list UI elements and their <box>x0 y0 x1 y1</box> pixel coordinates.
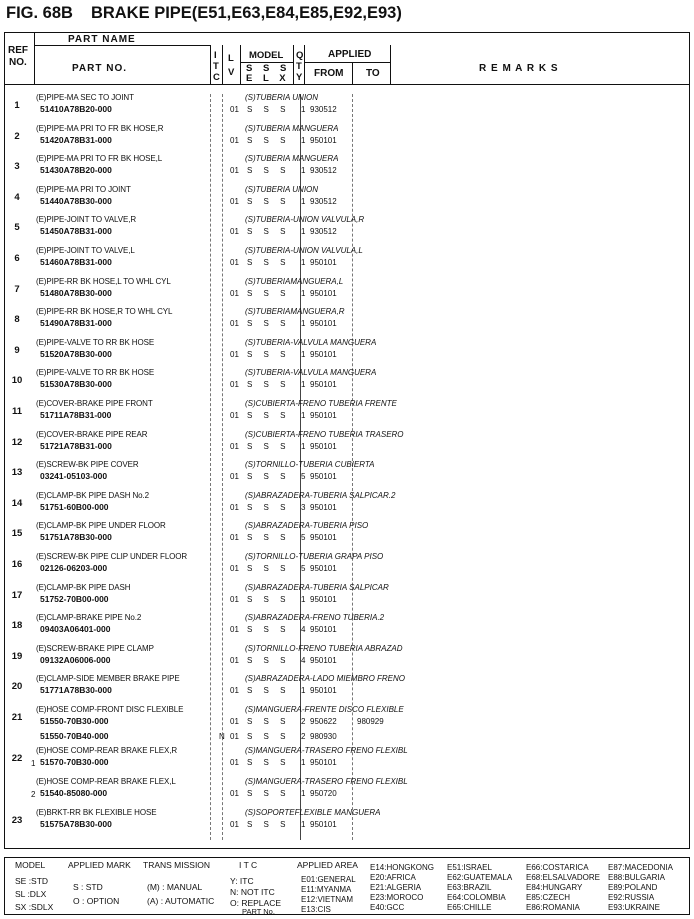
remark-text: (S)ABRAZADERA-TUBERIA PISO <box>245 521 369 531</box>
remark-text: (S)SOPORTEFLEXIBLE MANGUERA <box>245 807 381 817</box>
level: 01 <box>230 258 239 267</box>
ref-number: 13 <box>11 467 23 479</box>
col-sep-partno <box>210 45 211 84</box>
remark-text: (S)ABRAZADERA-LADO MIEMBRO FRENO <box>245 674 406 684</box>
col-sep-lv <box>240 45 241 84</box>
part-number: 51460A78B31-000 <box>40 257 112 267</box>
legend-area-item: E12:VIETNAM <box>301 895 354 904</box>
part-name: (E)CLAMP-SIDE MEMBER BRAKE PIPE <box>36 674 180 684</box>
legend-area-item: E23:MOROCO <box>370 893 424 902</box>
model-codes: S S S <box>247 655 290 665</box>
itc-code-alt: N <box>219 732 225 741</box>
model-codes: S S S <box>247 105 290 114</box>
applied-from: 950101 <box>310 135 337 145</box>
part-name: (E)PIPE-JOINT TO VALVE,R <box>36 215 136 225</box>
part-number: 51751-60B00-000 <box>40 501 109 512</box>
part-number: 51530A78B30-000 <box>40 379 112 390</box>
table-row <box>4 644 690 675</box>
part-name: (E)SCREW-BK PIPE CLIP UNDER FLOOR <box>36 552 188 561</box>
legend-area-item: E86:ROMANIA <box>526 903 580 912</box>
lv-header-v: V <box>228 67 235 78</box>
level: 01 <box>230 758 239 768</box>
applied-from: 950101 <box>310 319 337 329</box>
legend-trans-manual: (M) : MANUAL <box>147 882 203 892</box>
model-codes: S S S <box>247 411 290 420</box>
remark-text: (S)TORNILLO-FRENO TUBERIA ABRAZAD <box>245 643 403 653</box>
model-codes: S S S <box>247 135 290 145</box>
remark-text: (S)MANGUERA-TRASERO FRENO FLEXIBL <box>245 776 408 786</box>
legend-area-item: E65:CHILLE <box>447 903 492 912</box>
col-sep-qty <box>304 45 305 84</box>
col-sep-applied <box>390 45 391 84</box>
quantity: 5 <box>301 564 306 573</box>
ref-no-header: NO. <box>9 57 27 68</box>
from-header: FROM <box>314 68 344 79</box>
quantity: 1 <box>301 196 306 206</box>
part-number: 51752-70B00-000 <box>40 593 109 604</box>
legend-area-header: APPLIED AREA <box>297 860 358 870</box>
legend-area-item: E66:COSTARICA <box>526 863 589 872</box>
quantity: 1 <box>301 166 306 176</box>
col-sep-from <box>352 62 353 84</box>
part-number: 51450A78B31-000 <box>40 226 112 237</box>
lv-header-l: L <box>228 53 234 64</box>
part-name: (E)PIPE-JOINT TO VALVE,L <box>36 246 135 255</box>
part-name: (E)COVER-BRAKE PIPE FRONT <box>36 399 153 408</box>
model-codes: S S S <box>247 441 290 451</box>
legend-area-item: E13:CIS <box>301 905 331 914</box>
quantity: 1 <box>301 594 306 604</box>
part-number: 02126-06203-000 <box>40 563 108 573</box>
model-codes: S S S <box>247 819 290 829</box>
remark-text: (S)ABRAZADERA-FRENO TUBERIA.2 <box>245 613 385 623</box>
table-row <box>4 613 690 644</box>
part-name: (E)PIPE-RR BK HOSE,R TO WHL CYL <box>36 307 173 317</box>
applied-from-alt: 980930 <box>310 732 337 741</box>
legend-area-item: E85:CZECH <box>526 893 571 902</box>
model-codes: S S S <box>247 288 290 298</box>
applied-from: 950101 <box>310 258 337 267</box>
part-number: 51420A78B31-000 <box>40 134 112 145</box>
legend-area-item: E62:GUATEMALA <box>447 873 513 882</box>
ref-number: 19 <box>11 650 23 662</box>
remark-text: (S)TUBERIAMANGUERA,L <box>245 276 344 286</box>
table-row <box>4 307 690 338</box>
remark-text: (S)TUBERIA MANGUERA <box>245 154 339 164</box>
level-alt: 01 <box>230 732 239 741</box>
part-name: (E)HOSE COMP-REAR BRAKE FLEX,L <box>36 776 176 786</box>
model-codes: S S S <box>247 196 290 206</box>
itc-header-t: T <box>213 61 219 72</box>
level: 01 <box>230 625 239 635</box>
qty-header-q: Q <box>296 50 304 61</box>
model-codes: S S S <box>247 502 290 512</box>
part-number: 51480A78B30-000 <box>40 287 112 298</box>
part-number: 51711A78B31-000 <box>40 410 112 420</box>
level: 01 <box>230 196 239 206</box>
table-row <box>4 808 690 839</box>
quantity: 2 <box>301 717 306 726</box>
level: 01 <box>230 380 239 390</box>
part-name: (E)BRKT-RR BK FLEXIBLE HOSE <box>36 807 157 817</box>
part-name: (E)CLAMP-BK PIPE DASH <box>36 582 131 592</box>
part-name: (E)PIPE-MA SEC TO JOINT <box>36 93 134 102</box>
quantity: 1 <box>301 227 306 237</box>
table-row <box>4 277 690 308</box>
applied-from: 950101 <box>310 288 337 298</box>
ref-number: 9 <box>14 344 20 356</box>
part-name: (E)PIPE-VALVE TO RR BK HOSE <box>36 368 155 378</box>
legend-model-header: MODEL <box>15 860 46 870</box>
qty-header-t: T <box>296 61 302 72</box>
model-codes-alt: S S S <box>247 732 290 741</box>
quantity: 1 <box>301 319 306 329</box>
table-row <box>4 521 690 552</box>
part-number: 51771A78B30-000 <box>40 685 112 696</box>
ref-number: 22 <box>11 753 23 765</box>
applied-from: 950101 <box>310 441 337 451</box>
table-row <box>4 154 690 185</box>
col-sep-ref <box>34 32 35 84</box>
level: 01 <box>230 349 239 359</box>
ref-number: 5 <box>14 222 20 234</box>
model-codes: S S S <box>247 594 290 604</box>
applied-from: 950101 <box>310 380 337 390</box>
ref-number: 23 <box>11 814 23 826</box>
applied-from: 950101 <box>310 594 337 604</box>
quantity: 1 <box>301 411 306 420</box>
part-name: (E)PIPE-RR BK HOSE,L TO WHL CYL <box>36 276 171 286</box>
table-row <box>4 491 690 522</box>
table-row <box>4 583 690 614</box>
level: 01 <box>230 319 239 329</box>
qty-header-y: Y <box>296 72 303 83</box>
level: 01 <box>230 166 239 176</box>
legend-itc-o: O: REPLACE <box>230 898 282 908</box>
remark-text: (S)TUBERIA-UNION VALVULA,L <box>245 246 363 255</box>
legend-area-item: E40:GCC <box>370 903 405 912</box>
level: 01 <box>230 655 239 665</box>
applied-header: APPLIED <box>328 49 372 60</box>
part-number: 09403A06401-000 <box>40 624 111 635</box>
part-number: 51721A78B31-000 <box>40 440 112 451</box>
quantity-alt: 2 <box>301 732 306 741</box>
applied-from: 950720 <box>310 788 337 798</box>
level: 01 <box>230 594 239 604</box>
ref-number: 15 <box>11 528 23 540</box>
level: 01 <box>230 288 239 298</box>
ref-number: 18 <box>11 620 23 632</box>
quantity: 5 <box>301 472 306 482</box>
applied-rule <box>304 62 390 63</box>
applied-from: 950101 <box>310 625 337 635</box>
legend-area-item: E88:BULGARIA <box>608 873 665 882</box>
part-name-header: PART NAME <box>68 34 136 45</box>
part-number: 51490A78B31-000 <box>40 318 112 329</box>
remark-text: (S)TORNILLO-TUBERIA GRAPA PISO <box>245 552 384 561</box>
sub-number: 1 <box>31 759 36 769</box>
remark-text: (S)ABRAZADERA-TUBERIA SALPICAR <box>245 582 389 592</box>
legend-transmission-header: TRANS MISSION <box>143 860 211 870</box>
model-codes: S S S <box>247 564 290 573</box>
quantity: 3 <box>301 502 306 512</box>
remark-text: (S)CUBIERTA-FRENO TUBERIA TRASERO <box>245 429 404 439</box>
table-row <box>4 746 690 777</box>
applied-from: 950101 <box>310 502 337 512</box>
level: 01 <box>230 717 239 726</box>
model-codes: S S S <box>247 319 290 329</box>
col-sep-itc <box>222 45 223 84</box>
table-row <box>4 93 690 124</box>
table-row <box>4 777 690 808</box>
sub-number: 2 <box>31 789 36 799</box>
applied-from: 930512 <box>310 196 337 206</box>
figure-number: FIG. 68B <box>6 4 73 22</box>
legend-itc-header: I T C <box>239 860 258 870</box>
page-title <box>6 4 402 23</box>
part-number: 51440A78B30-000 <box>40 195 112 206</box>
level: 01 <box>230 227 239 237</box>
part-name: (E)HOSE COMP-FRONT DISC FLEXIBLE <box>36 705 184 714</box>
applied-from: 950101 <box>310 819 337 829</box>
legend-area-item: E64:COLOMBIA <box>447 893 506 902</box>
legend-area-item: E89:POLAND <box>608 883 658 892</box>
ref-number: 6 <box>14 253 20 264</box>
quantity: 1 <box>301 686 306 696</box>
part-name: (E)CLAMP-BK PIPE DASH No.2 <box>36 490 149 500</box>
quantity: 1 <box>301 288 306 298</box>
model-header-row2: E L X <box>246 73 290 84</box>
ref-number: 21 <box>11 712 23 723</box>
legend-model-sl: SL :DLX <box>15 889 47 899</box>
remark-text: (S)TUBERIA MANGUERA <box>245 123 339 133</box>
part-name: (E)PIPE-MA PRI TO FR BK HOSE,L <box>36 154 163 164</box>
ref-number: 4 <box>14 191 20 203</box>
part-name: (E)COVER-BRAKE PIPE REAR <box>36 429 148 439</box>
level: 01 <box>230 533 239 543</box>
table-row <box>4 338 690 369</box>
remark-text: (S)MANGUERA-TRASERO FRENO FLEXIBL <box>245 746 408 756</box>
table-row <box>4 185 690 216</box>
table-row <box>4 674 690 705</box>
part-number: 51751A78B30-000 <box>40 532 112 543</box>
applied-to: 980929 <box>357 717 384 726</box>
legend-area-item: E01:GENERAL <box>301 875 356 884</box>
ref-number: 11 <box>11 406 23 417</box>
level: 01 <box>230 564 239 573</box>
ref-number: 2 <box>14 130 20 142</box>
table-row <box>4 399 690 430</box>
part-name: (E)SCREW-BRAKE PIPE CLAMP <box>36 643 154 653</box>
part-number: 51430A78B20-000 <box>40 165 112 176</box>
model-header: MODEL <box>249 50 284 61</box>
level: 01 <box>230 686 239 696</box>
part-name: (E)PIPE-MA PRI TO JOINT <box>36 184 131 194</box>
applied-from: 950101 <box>310 655 337 665</box>
legend-itc-partno: PART No. <box>242 907 275 916</box>
level: 01 <box>230 788 239 798</box>
level: 01 <box>230 502 239 512</box>
ref-number: 10 <box>11 375 23 387</box>
legend-area-item: E14:HONGKONG <box>370 863 435 872</box>
level: 01 <box>230 105 239 114</box>
table-row <box>4 430 690 461</box>
remarks-header: R E M A R K S <box>479 63 559 74</box>
table-row <box>4 124 690 155</box>
applied-from: 930512 <box>310 105 337 114</box>
level: 01 <box>230 135 239 145</box>
remark-text: (S)TUBERIAMANGUERA,R <box>245 307 345 317</box>
ref-number: 7 <box>14 283 20 295</box>
applied-from: 930512 <box>310 166 337 176</box>
model-codes: S S S <box>247 166 290 176</box>
legend-mark-std: S : STD <box>73 882 103 892</box>
part-number: 51410A78B20-000 <box>40 104 112 114</box>
table-row <box>4 460 690 491</box>
quantity: 1 <box>301 380 306 390</box>
remark-text: (S)TUBERIA-UNION VALVULA,R <box>245 215 365 225</box>
quantity: 1 <box>301 758 306 768</box>
remark-text: (S)TUBERIA-VALVULA MANGUERA <box>245 368 377 378</box>
part-name: (E)CLAMP-BRAKE PIPE No.2 <box>36 613 142 623</box>
legend-model-se: SE :STD <box>15 876 49 886</box>
level: 01 <box>230 441 239 451</box>
ref-number: 16 <box>11 559 23 570</box>
quantity: 1 <box>301 441 306 451</box>
applied-from: 950622 <box>310 717 337 726</box>
model-codes: S S S <box>247 717 290 726</box>
model-codes: S S S <box>247 349 290 359</box>
part-number: 51540-85080-000 <box>40 787 108 798</box>
applied-from: 950101 <box>310 411 337 420</box>
applied-from: 950101 <box>310 533 337 543</box>
itc-header-c: C <box>213 72 220 83</box>
part-name: (E)HOSE COMP-REAR BRAKE FLEX,R <box>36 746 178 756</box>
figure-title: BRAKE PIPE(E51,E63,E84,E85,E92,E93) <box>90 4 402 22</box>
remark-text: (S)ABRAZADERA-TUBERIA SALPICAR.2 <box>245 490 396 500</box>
legend-applied-mark-header: APPLIED MARK <box>68 860 131 870</box>
remark-text: (S)CUBIERTA-FRENO TUBERIA FRENTE <box>245 399 397 408</box>
header-bottom-rule <box>4 84 690 85</box>
legend-model-sx: SX :SDLX <box>15 902 54 912</box>
applied-from: 950101 <box>310 349 337 359</box>
model-codes: S S S <box>247 380 290 390</box>
ref-number: 14 <box>11 497 23 509</box>
legend-area-item: E92:RUSSIA <box>608 893 655 902</box>
legend-area-item: E84:HUNGARY <box>526 883 583 892</box>
quantity: 1 <box>301 788 306 798</box>
model-codes: S S S <box>247 472 290 482</box>
ref-number: 1 <box>14 100 20 111</box>
applied-from: 930512 <box>310 227 337 237</box>
part-name: (E)CLAMP-BK PIPE UNDER FLOOR <box>36 521 166 531</box>
itc-header-i: I <box>214 50 217 61</box>
table-row <box>4 552 690 583</box>
part-number: 51575A78B30-000 <box>40 818 112 829</box>
ref-number: 17 <box>11 589 23 601</box>
legend-area-item: E63:BRAZIL <box>447 883 492 892</box>
legend-area-item: E51:ISRAEL <box>447 863 492 872</box>
applied-from: 950101 <box>310 758 337 768</box>
quantity: 1 <box>301 819 306 829</box>
level: 01 <box>230 472 239 482</box>
model-header-row1: S S S <box>246 63 291 74</box>
applied-from: 950101 <box>310 472 337 482</box>
table-row <box>4 215 690 246</box>
quantity: 4 <box>301 625 306 635</box>
to-header: TO <box>366 68 380 79</box>
table-row <box>4 705 690 741</box>
quantity: 4 <box>301 655 306 665</box>
part-no-header: PART NO. <box>72 63 128 74</box>
ref-header: REF <box>8 45 28 56</box>
legend-area-item: E68:ELSALVADORE <box>526 873 600 882</box>
ref-number: 12 <box>11 436 23 448</box>
part-number: 51550-70B30-000 <box>40 716 109 726</box>
part-name-rule <box>34 45 210 46</box>
legend-area-item: E93:UKRAINE <box>608 903 661 912</box>
quantity: 1 <box>301 258 306 267</box>
legend-itc-y: Y: ITC <box>230 876 254 886</box>
ref-number: 3 <box>14 161 20 173</box>
table-row <box>4 246 690 277</box>
part-name: (E)PIPE-VALVE TO RR BK HOSE <box>36 337 155 347</box>
model-codes: S S S <box>247 533 290 543</box>
legend-box <box>4 857 690 915</box>
legend-area-item: E87:MACEDONIA <box>608 863 673 872</box>
model-codes: S S S <box>247 788 290 798</box>
part-number: 09132A06006-000 <box>40 654 111 665</box>
model-codes: S S S <box>247 227 290 237</box>
remark-text: (S)MANGUERA-FRENTE DISCO FLEXIBLE <box>245 705 404 714</box>
level: 01 <box>230 819 239 829</box>
legend-area-item: E20:AFRICA <box>370 873 416 882</box>
part-number: 51570-70B30-000 <box>40 757 109 768</box>
model-codes: S S S <box>247 625 290 635</box>
remark-text: (S)TORNILLO-TUBERIA CUBIERTA <box>245 460 375 470</box>
applied-from: 950101 <box>310 564 337 573</box>
legend-trans-automatic: (A) : AUTOMATIC <box>147 896 215 906</box>
model-codes: S S S <box>247 686 290 696</box>
applied-from: 950101 <box>310 686 337 696</box>
quantity: 1 <box>301 135 306 145</box>
level: 01 <box>230 411 239 420</box>
legend-mark-option: O : OPTION <box>73 896 120 906</box>
quantity: 1 <box>301 105 306 114</box>
remark-text: (S)TUBERIA-VALVULA MANGUERA <box>245 337 377 347</box>
part-name: (E)PIPE-MA PRI TO FR BK HOSE,R <box>36 123 164 133</box>
part-number-alt: 51550-70B40-000 <box>40 731 109 741</box>
ref-number: 8 <box>14 314 20 326</box>
legend-itc-n: N: NOT ITC <box>230 887 275 897</box>
remark-text: (S)TUBERIA UNION <box>245 93 319 102</box>
legend-area-item: E11:MYANMA <box>301 885 352 894</box>
remark-text: (S)TUBERIA UNION <box>245 184 319 194</box>
model-codes: S S S <box>247 258 290 267</box>
legend-area-item: E21:ALGERIA <box>370 883 422 892</box>
table-row <box>4 368 690 399</box>
ref-number: 20 <box>11 681 23 693</box>
col-sep-model <box>293 45 294 84</box>
part-name: (E)SCREW-BK PIPE COVER <box>36 460 139 470</box>
part-number: 51520A78B30-000 <box>40 348 112 359</box>
quantity: 5 <box>301 533 306 543</box>
model-codes: S S S <box>247 758 290 768</box>
quantity: 1 <box>301 349 306 359</box>
part-number: 03241-05103-000 <box>40 471 108 482</box>
